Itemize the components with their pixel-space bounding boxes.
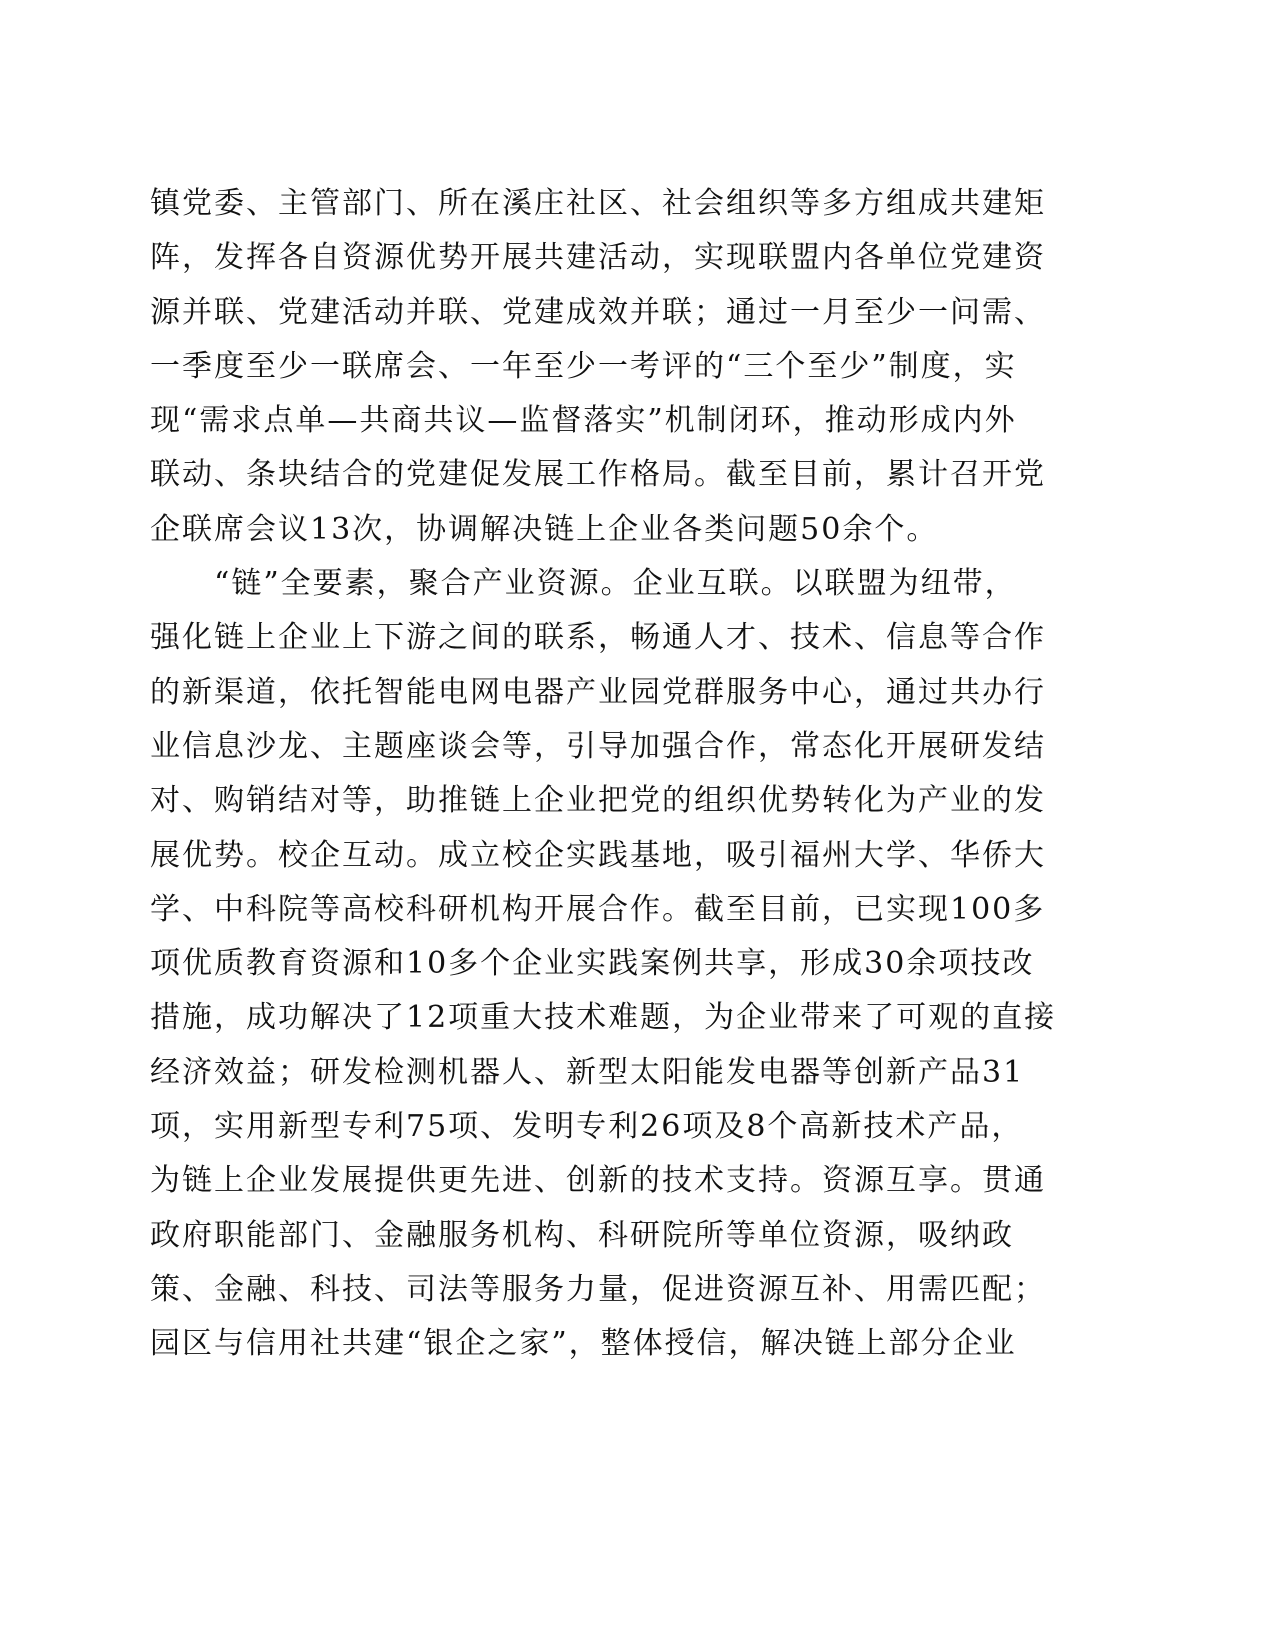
paragraph-2 <box>150 557 1150 1371</box>
body-text <box>150 177 1150 1372</box>
text-line: 强化链上企业上下游之间的联系，畅通人才、技术、信息等合作 <box>150 620 1046 656</box>
text-line: 对、购销结对等，助推链上企业把党的组织优势转化为产业的发 <box>150 783 1046 819</box>
text-line: 现“需求点单—共商共议—监督落实”机制闭环，推动形成内外 <box>150 403 1017 439</box>
text-line: 学、中科院等高校科研机构开展合作。截至目前，已实现100多 <box>150 891 1046 927</box>
text-line: 园区与信用社共建“银企之家”，整体授信，解决链上部分企业 <box>150 1326 1017 1362</box>
text-line: 策、金融、科技、司法等服务力量，促进资源互补、用需匹配； <box>150 1271 1046 1307</box>
text-line: 措施，成功解决了12项重大技术难题，为企业带来了可观的直接 <box>150 1000 1057 1036</box>
text-line: 的新渠道，依托智能电网电器产业园党群服务中心，通过共办行 <box>150 674 1046 710</box>
text-line: 项优质教育资源和10多个企业实践案例共享，形成30余项技改 <box>150 946 1035 982</box>
text-line: 源并联、党建活动并联、党建成效并联；通过一月至少一问需、 <box>150 294 1046 330</box>
text-line: 业信息沙龙、主题座谈会等，引导加强合作，常态化开展研发结 <box>150 728 1046 764</box>
text-line: “链”全要素，聚合产业资源。企业互联。以联盟为纽带， <box>214 566 1017 602</box>
text-line: 联动、条块结合的党建促发展工作格局。截至目前，累计召开党 <box>150 457 1046 493</box>
text-line: 镇党委、主管部门、所在溪庄社区、社会组织等多方组成共建矩 <box>150 186 1046 221</box>
text-line: 阵，发挥各自资源优势开展共建活动，实现联盟内各单位党建资 <box>150 240 1046 276</box>
text-line: 政府职能部门、金融服务机构、科研院所等单位资源，吸纳政 <box>150 1217 1014 1253</box>
text-line: 一季度至少一联席会、一年至少一考评的“三个至少”制度，实 <box>150 348 1017 384</box>
text-line: 为链上企业发展提供更先进、创新的技术支持。资源互享。贯通 <box>150 1163 1046 1199</box>
text-line: 展优势。校企互动。成立校企实践基地，吸引福州大学、华侨大 <box>150 837 1046 873</box>
text-line: 企联席会议13次，协调解决链上企业各类问题50余个。 <box>150 511 939 547</box>
text-line: 经济效益；研发检测机器人、新型太阳能发电器等创新产品31 <box>150 1054 1025 1090</box>
text-line: 项，实用新型专利75项、发明专利26项及8个高新技术产品， <box>150 1109 1024 1145</box>
paragraph-1 <box>150 177 1150 557</box>
